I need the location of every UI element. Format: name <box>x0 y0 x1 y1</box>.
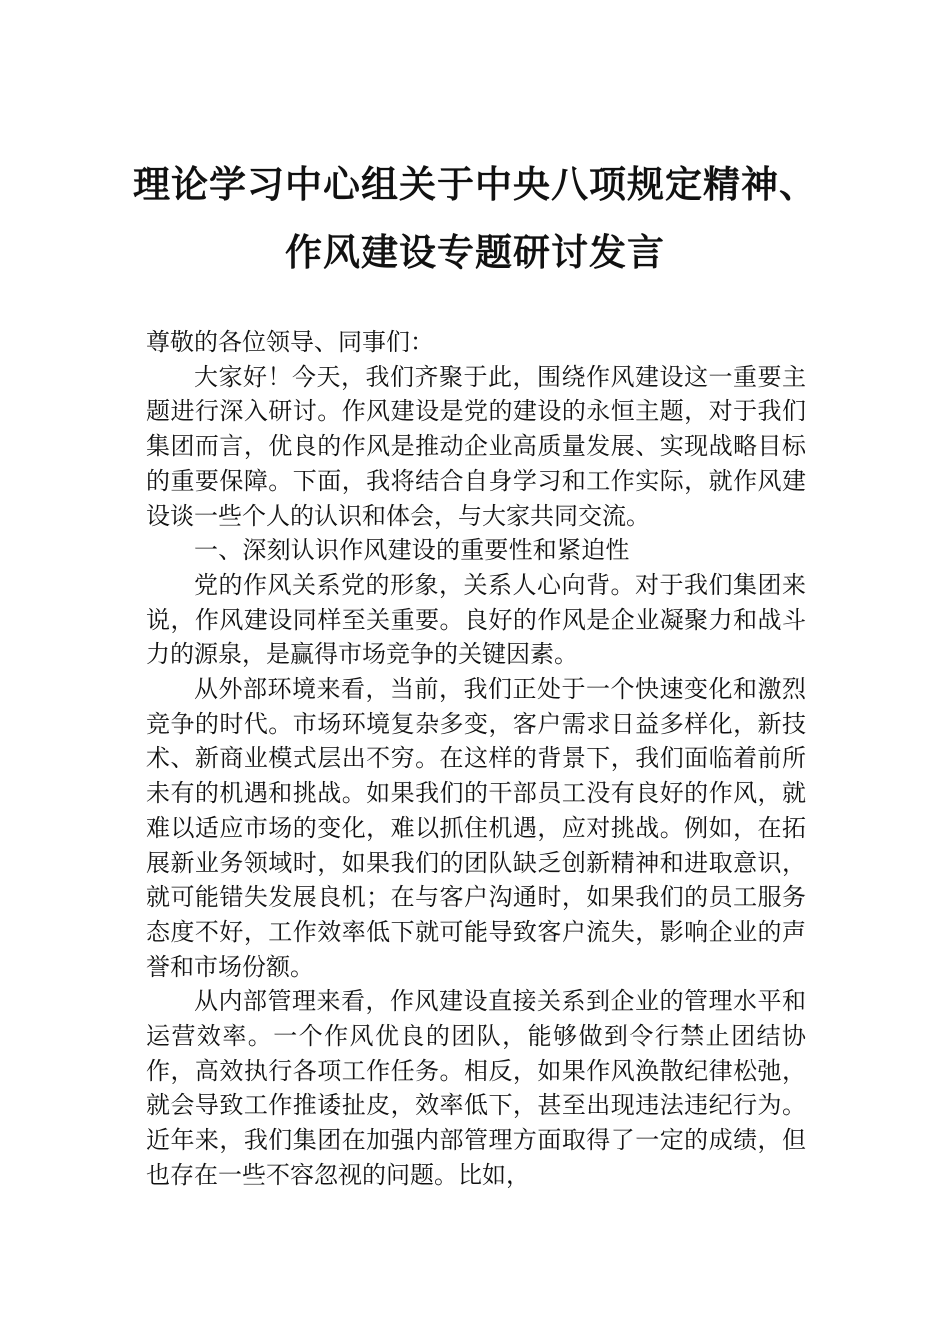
section-paragraph-2: 从外部环境来看，当前，我们正处于一个快速变化和激烈竞争的时代。市场环境复杂多变，客户需求日益多样化，新技术、新商业模式层出不穷。在这样的背景下，我们面临着前所未有的机遇和挑战。如果我们的干部员工没有良好的作风，就难以适应市场的变化，难以抓住机遇，应对挑战。例如，在拓展新业务领域时，如果我们的团队缺乏创新精神和进取意识，就可能错失发展良机；在与客户沟通时，如果我们的员工服务态度不好，工作效率低下就可能导致客户流失，影响企业的声誉和市场份额。 <box>146 675 806 981</box>
opening-paragraph: 大家好！今天，我们齐聚于此，围绕作风建设这一重要主题进行深入研讨。作风建设是党的建设的永恒主题，对于我们集团而言，优良的作风是推动企业高质量发展、实现战略目标的重要保障。下面，我将结合自身学习和工作实际，就作风建设谈一些个人的认识和体会，与大家共同交流。 <box>146 362 806 530</box>
document-body <box>146 325 806 1193</box>
document-title-line-2: 作风建设专题研讨发言 <box>285 230 665 274</box>
section-paragraph-1: 党的作风关系党的形象，关系人心向背。对于我们集团来说，作风建设同样至关重要。良好的作风是企业凝聚力和战斗力的源泉，是赢得市场竞争的关键因素。 <box>146 570 806 669</box>
section-heading: 一、深刻认识作风建设的重要性和紧迫性 <box>194 536 630 565</box>
section-paragraph-3: 从内部管理来看，作风建设直接关系到企业的管理水平和运营效率。一个作风优良的团队，能够做到令行禁止团结协作，高效执行各项工作任务。相反，如果作风涣散纪律松弛，就会导致工作推诿扯皮，效率低下，甚至出现违法违纪行为。近年来，我们集团在加强内部管理方面取得了一定的成绩，但也存在一些不容忽视的问题。比如， <box>146 987 806 1189</box>
salutation: 尊敬的各位领导、同事们： <box>146 328 434 356</box>
document-title-line-1: 理论学习中心组关于中央八项规定精神、 <box>133 162 817 206</box>
